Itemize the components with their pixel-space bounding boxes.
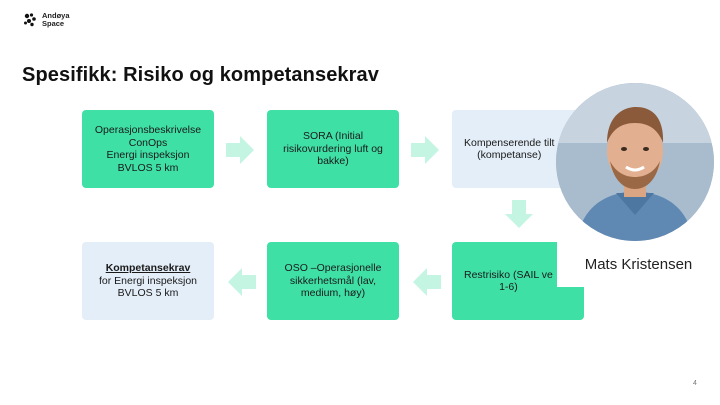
box-operasjonsbeskrivelse xyxy=(82,110,214,188)
logo-line-2: Space xyxy=(42,19,65,28)
arrow-right-2-icon xyxy=(411,136,439,164)
box-oso xyxy=(267,242,399,320)
box1-line-1: Operasjonsbeskrivelse xyxy=(94,124,202,136)
box3-line-1: Kompenserende tilt xyxy=(464,136,555,149)
box2-line-2: risikovurdering luft og xyxy=(283,142,383,155)
box1-line-3: Energi inspeksjon xyxy=(106,149,190,161)
box3-line-2: (kompetanse) xyxy=(477,149,542,161)
box6-line-1: for Energi inspeksjon xyxy=(98,274,198,287)
box5-line-1: OSO –Operasjonelle xyxy=(284,262,382,275)
presenter-name-card xyxy=(557,241,720,287)
box2-line-1: SORA (Initial xyxy=(302,130,364,143)
presenter-photo xyxy=(556,83,714,241)
box-sora xyxy=(267,110,399,188)
box4-line-2: 1-6) xyxy=(499,281,518,293)
box5-line-2: sikkerhetsmål (lav, xyxy=(289,274,377,287)
box6-heading: Kompetansekrav xyxy=(105,262,191,275)
box2-line-3: bakke) xyxy=(317,155,349,168)
page-number: 4 xyxy=(693,380,697,387)
arrow-left-1-icon xyxy=(413,268,441,296)
box5-line-3: medium, høy) xyxy=(300,287,366,300)
box1-line-4: BVLOS 5 km xyxy=(117,161,179,174)
box6-line-2: BVLOS 5 km xyxy=(117,287,179,300)
logo-mark-icon xyxy=(22,12,38,28)
box-kompetansekrav xyxy=(82,242,214,320)
presenter-name: Mats Kristensen xyxy=(584,255,693,273)
logo-line-1: Andøya xyxy=(42,11,70,20)
box1-line-2: ConOps xyxy=(128,136,168,149)
box4-line-1: Restrisiko (SAIL ve xyxy=(464,268,553,281)
andoya-space-logo xyxy=(22,12,70,28)
slide-title: Spesifikk: Risiko og kompetansekrav xyxy=(22,64,379,86)
arrow-left-2-icon xyxy=(228,268,256,296)
arrow-right-1-icon xyxy=(226,136,254,164)
arrow-down-icon xyxy=(505,200,533,228)
